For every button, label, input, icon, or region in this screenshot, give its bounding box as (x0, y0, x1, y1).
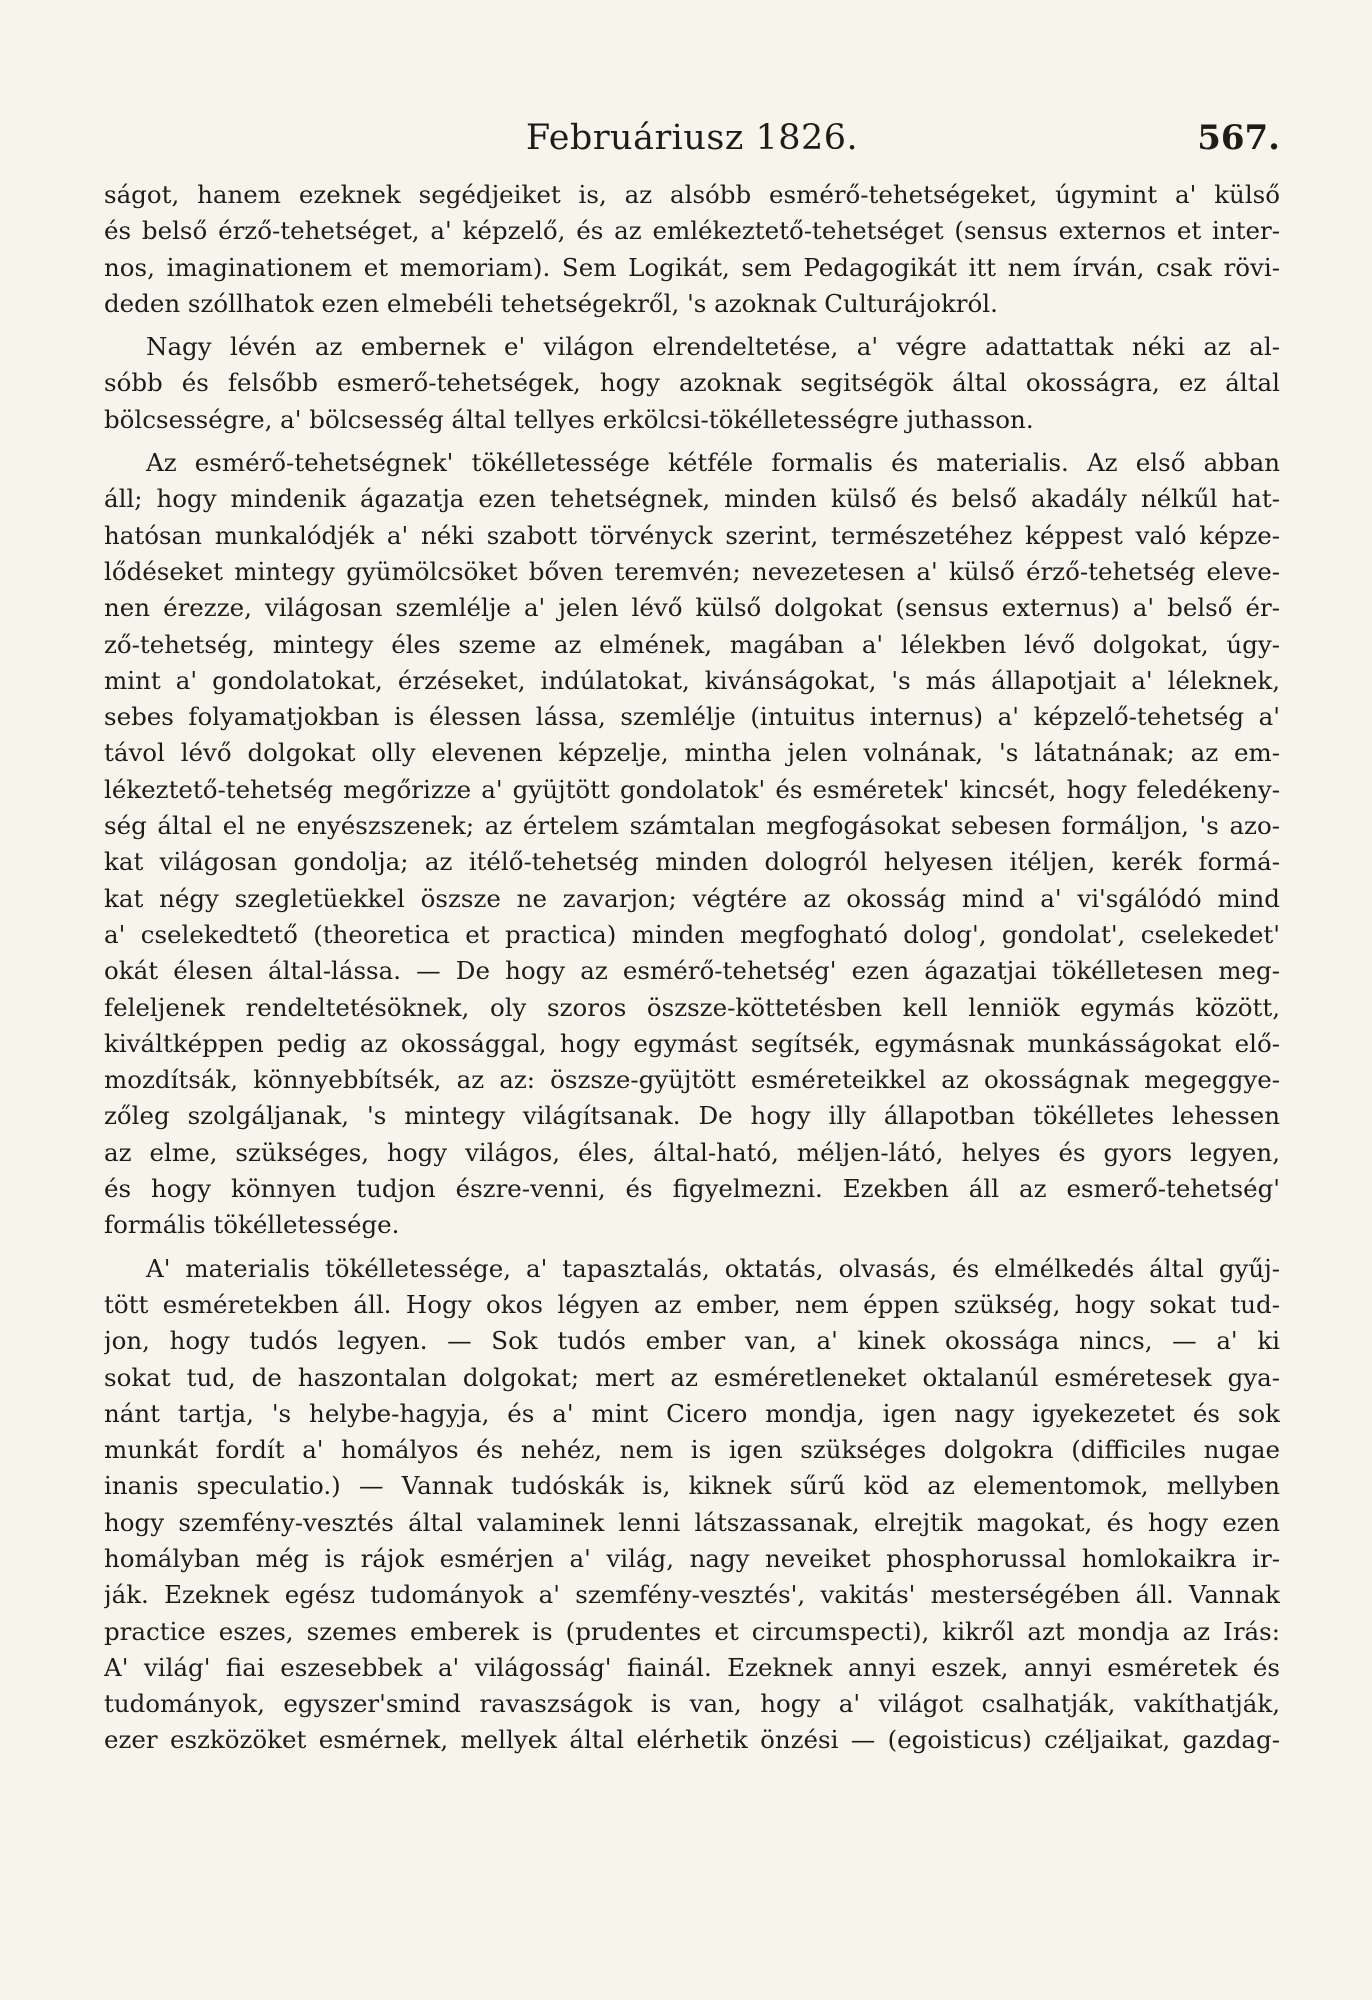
text-line: A' világ' fiai eszesebbek a' világosság' fiainál. Ezeknek annyi eszek, annyi esméretek és (104, 1652, 1280, 1682)
text-line: lődéseket mintegy gyümölcsöket bőven teremvén; nevezetesen a' külső érző-tehetség eleve- (104, 556, 1280, 586)
text-line: kat négy szegletüekkel öszsze ne zavarjon; végtére az okosság mind a' vi'sgálódó mind (104, 883, 1280, 913)
text-line: practice eszes, szemes emberek is (prudentes et circumspecti), kikről azt mondja az Irás: (104, 1616, 1280, 1646)
text-line: homályban még is rájok esmérjen a' világ, nagy neveiket phosphorussal homlokaikra ir- (104, 1543, 1280, 1573)
text-line: távol lévő dolgokat olly elevenen képzelje, mintha jelen volnának, 's látatnának; az em- (104, 738, 1280, 768)
text-line: sóbb és felsőbb esmerő-tehetségek, hogy azoknak segitségök által okosságra, ez által (104, 368, 1280, 398)
text-line: mint a' gondolatokat, érzéseket, indúlatokat, kivánságokat, 's más állapotjait a' léleknek, (104, 665, 1280, 695)
text-line: és belső érző-tehetséget, a' képzelő, és az emlékeztető-tehetséget (sensus externos et inter- (104, 216, 1280, 246)
page-number: 567. (1197, 118, 1280, 158)
text-line: okát élesen által-lássa. — De hogy az esmérő-tehetség' ezen ágazatjai tökélletesen meg- (104, 956, 1280, 986)
paragraph (104, 1254, 1280, 1762)
text-line: feleljenek rendeltetésöknek, oly szoros öszsze-köttetésben kell lenniök egymás között, (104, 992, 1280, 1022)
paragraph (104, 332, 1280, 441)
text-line: inanis speculatio.) — Vannak tudóskák is, kiknek sűrű köd az elementomok, mellyben (104, 1471, 1280, 1501)
text-line: az elme, szükséges, hogy világos, éles, által-ható, méljen-látó, helyes és gyors legyen, (104, 1137, 1280, 1167)
text-line: nen érezze, világosan szemlélje a' jelen lévő külső dolgokat (sensus externus) a' belső ér- (104, 593, 1280, 623)
text-line: ség által el ne enyészszenek; az értelem számtalan megfogásokat sebesen formáljon, 's azo- (104, 811, 1280, 841)
text-line: és hogy könnyen tudjon észre-venni, és figyelmezni. Ezekben áll az esmerő-tehetség' (104, 1174, 1280, 1204)
running-title: Februáriusz 1826. (525, 118, 859, 158)
text-line: lékeztető-tehetség megőrizze a' gyüjtött gondolatok' és esméretek' kincsét, hogy feledékeny- (104, 774, 1280, 804)
text-line: sokat tud, de haszontalan dolgokat; mert az esméretleneket oktalanúl esméretesek gya- (104, 1362, 1280, 1392)
text-line: kat világosan gondolja; az itélő-tehetség minden dologról helyesen itéljen, kerék formá- (104, 847, 1280, 877)
text-line: zőleg szolgáljanak, 's mintegy világítsanak. De hogy illy állapotban tökélletes lehessen (104, 1101, 1280, 1131)
text-line: munkát fordít a' homályos és nehéz, nem is igen szükséges dolgokra (difficiles nugae (104, 1435, 1280, 1465)
text-line: ző-tehetség, mintegy éles szeme az elmének, magában a' lélekben lévő dolgokat, úgy- (104, 629, 1280, 659)
text-line: kiváltképpen pedig az okossággal, hogy egymást segítsék, egymásnak munkásságokat elő- (104, 1028, 1280, 1058)
text-line: tudományok, egyszer'smind ravaszságok is van, hogy a' világot csalhatják, vakíthatják, (104, 1689, 1280, 1719)
text-line: formális tökélletessége. (104, 1210, 400, 1240)
text-line: nánt tartja, 's helybe-hagyja, és a' mint Cicero mondja, igen nagy igyekezetet és sok (104, 1398, 1280, 1428)
text-line: jon, hogy tudós legyen. — Sok tudós ember van, a' kinek okossága nincs, — a' ki (104, 1326, 1280, 1356)
text-line: hatósan munkalódjék a' néki szabott törvényck szerint, természetéhez képpest való képze- (104, 520, 1280, 550)
text-line: a' cselekedtető (theoretica et practica) minden megfogható dolog', gondolat', cselekedet' (104, 919, 1280, 949)
text-line: nos, imaginationem et memoriam). Sem Logikát, sem Pedagogikát itt nem írván, csak rövi- (104, 252, 1280, 282)
text-line: bölcsességre, a' bölcsesség által tellyes erkölcsi-tökélletességre juthasson. (104, 404, 1034, 434)
text-line: deden szóllhatok ezen elmebéli tehetségekről, 's azoknak Culturájokról. (104, 288, 998, 318)
text-line: hogy szemfény-vesztés által valaminek lenni látszassanak, elrejtik magokat, és hogy ezen (104, 1507, 1280, 1537)
page-header (104, 118, 1280, 168)
text-line: tött esméretekben áll. Hogy okos légyen az ember, nem éppen szükség, hogy sokat tud- (104, 1289, 1280, 1319)
text-line: A' materialis tökélletessége, a' tapasztalás, oktatás, olvasás, és elmélkedés által gyűj- (146, 1253, 1280, 1283)
text-line: ságot, hanem ezeknek segédjeiket is, az alsóbb esmérő-tehetségeket, úgymint a' külső (104, 180, 1280, 209)
paragraph (104, 448, 1280, 1247)
body-text (104, 180, 1280, 1762)
paragraph (104, 180, 1280, 325)
text-line: sebes folyamatjokban is élessen lássa, szemlélje (intuitus internus) a' képzelő-tehetség a' (104, 702, 1280, 732)
text-line: mozdítsák, könnyebbítsék, az az: öszsze-gyüjtött esméreteikkel az okosságnak megeggye- (104, 1065, 1280, 1095)
text-line: Nagy lévén az embernek e' világon elrendeltetése, a' végre adattattak néki az al- (146, 332, 1280, 362)
text-line: ezer eszközöket esmérnek, mellyek által elérhetik önzési — (egoisticus) czéljaikat, gazdag- (104, 1725, 1280, 1755)
text-line: ják. Ezeknek egész tudományok a' szemfény-vesztés', vakitás' mesterségében áll. Vannak (104, 1580, 1280, 1610)
text-line: Az esmérő-tehetségnek' tökélletessége kétféle formalis és materialis. Az első abban (146, 448, 1280, 478)
text-line: áll; hogy mindenik ágazatja ezen tehetségnek, minden külső és belső akadály nélkűl hat- (104, 484, 1280, 514)
